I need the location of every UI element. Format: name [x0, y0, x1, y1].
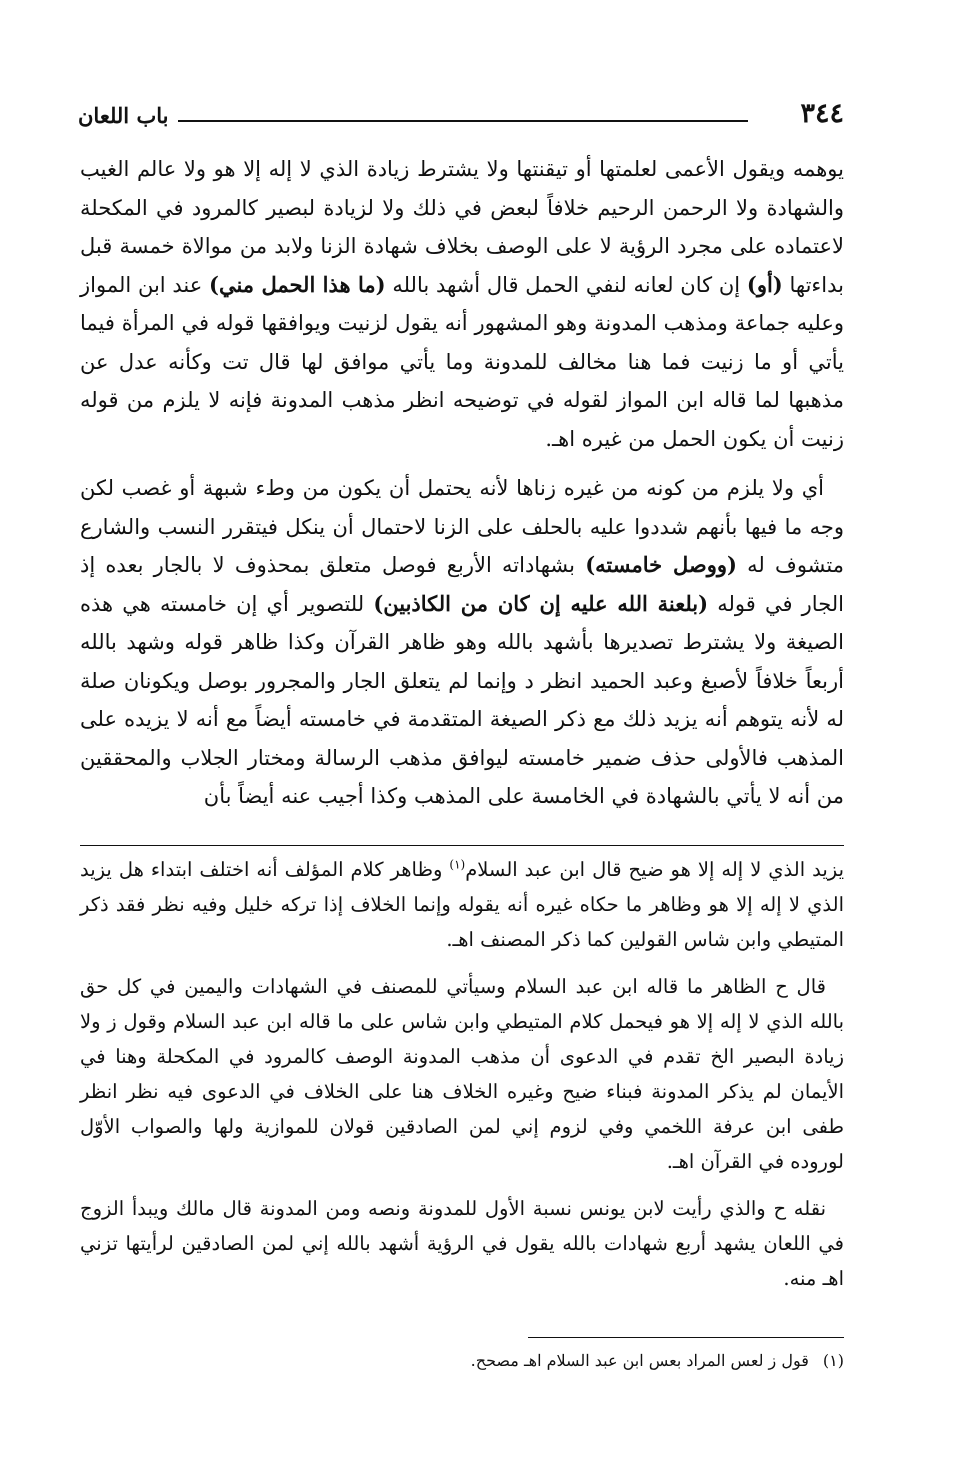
- commentary-paragraph: قال ح الظاهر ما قاله ابن عبد السلام وسيأتي للمصنف في الشهادات واليمين في كل حق بالله الذي لا إله إلا هو فيحمل كلام المتيطي وابن شاس على ما قاله ابن عبد السلام وقول ز ولا زيادة البصير الخ تقدم في الدعوى أن مذهب المدونة الوصف كالمرود في المكحلة وهنا في الأيمان لم يذكر المدونة فبناء ضيح وغيره الخلاف هنا على الخلاف في الدعوى فيه نظر انظر طفى ابن عرفة اللخمي وفي لزوم إني لمن الصادقين قولان للموازية ولها والصواب الأوّل لوروده في القرآن اهـ.: [80, 975, 844, 1173]
- main-text: [80, 150, 844, 827]
- section-divider: [80, 845, 844, 846]
- footnote-text: قول ز لعس المراد بعس ابن عبد السلام اهـ مصحح.: [470, 1351, 809, 1370]
- text-run: للتصوير أي إن خامسته هي هذه الصيغة ولا يشترط تصديرها بأشهد بالله وهو ظاهر القرآن وكذا ظاهر قوله وشهد بالله أربعاً خلافاً لأصبغ وعبد الحميد انظر د وإنما لم يتعلق الجار والمجرور بوصل ويكونان صلة له لأنه يتوهم أنه يزيد ذلك مع ذكر الصيغة المتقدمة في خامسته أيضاً مع أنه لا يزيده على المذهب فالأولى حذف ضمير خامسته ليوافق مذهب الرسالة ومختار الجلاب والمحققين من أنه لا يأتي بالشهادة في الخامسة على المذهب وكذا أجيب عنه أيضاً بأن: [80, 591, 844, 808]
- quoted-matn: (ما هذا الحمل مني): [209, 271, 386, 297]
- text-run: أي ولا يلزم من كونه من غيره زناها لأنه يحتمل أن يكون من وطء شبهة أو غصب لكن وجه ما فيها بأنهم شددوا عليه بالحلف على الزنا لاحتمال أن ينكل فيتقرر النسب والشارع متشوف له: [80, 476, 844, 577]
- text-run: وظاهر كلام المؤلف أنه اختلف ابتداء هل يزيد الذي لا إله إلا هو وظاهر ما حكاه غيره أنه يقوله وإنما الخلاف إذا تركه خليل وفيه نظر فقد ذكر المتيطي وابن شاس القولين كما ذكر المصنف اهـ.: [80, 858, 844, 951]
- text-run: يوهمه ويقول الأعمى لعلمتها أو تيقنتها ولا يشترط زيادة الذي لا إله إلا هو ولا عالم الغيب والشهادة ولا الرحمن الرحيم خلافاً لبعض في ذلك ولا لزيادة لبصير كالمرود في المكحلة لاعتماده على مجرد الرؤية لا على الوصف بخلاف شهادة الزنا ولابد من موالاة خمسة قبل بداءتها: [80, 157, 845, 297]
- quoted-matn: (ووصل خامسته): [585, 552, 737, 577]
- page-number: ٣٤٤: [800, 98, 844, 129]
- text-run: بشهاداته الأربع فوصل متعلق بمحذوف لا بالجار بعده إذ الجار في قوله: [80, 553, 844, 616]
- footnote-reference[interactable]: (١): [449, 857, 466, 872]
- main-paragraph: [80, 150, 844, 458]
- header-rule: [178, 120, 748, 122]
- main-paragraph: [80, 469, 844, 816]
- quoted-matn: (أو): [746, 271, 783, 297]
- commentary-block: [80, 852, 844, 1308]
- text-run: إن كان لعانه لنفي الحمل قال أشهد بالله: [385, 272, 747, 297]
- commentary-paragraph: [80, 852, 844, 957]
- footnote-number: (١): [822, 1351, 844, 1370]
- text-run: يزيد الذي لا إله إلا هو ضيح قال ابن عبد السلام: [465, 858, 844, 881]
- text-run: عند ابن المواز وعليه جماعة ومذهب المدونة وهو المشهور أنه يقول لزنيت ويوافقها قوله في المرأة فيما يأتي أو ما زنيت فما هنا مخالف للمدونة وما يأتي موافق لها قال تت وكأنه عدل عن مذهبها لما قاله ابن المواز لقوله في توضيحه انظر مذهب المدونة فإنه لا يلزم من قوله زنيت أن يكون الحمل من غيره اهـ.: [80, 272, 844, 451]
- chapter-title: باب اللعان: [78, 103, 169, 128]
- quoted-matn: (بلعنة الله عليه إن كان من الكاذبين): [373, 590, 709, 616]
- footnote-divider: [528, 1337, 844, 1338]
- commentary-paragraph: نقله ح والذي رأيت لابن يونس نسبة الأول للمدونة ونصه ومن المدونة قال مالك ويبدأ الزوج في اللعان يشهد أربع شهادات بالله يقول في الرؤية أشهد بالله إني لمن الصادقين لرأيتها تزني اهـ منه.: [80, 1197, 844, 1290]
- footnote: [300, 1348, 844, 1374]
- running-header: [78, 98, 844, 138]
